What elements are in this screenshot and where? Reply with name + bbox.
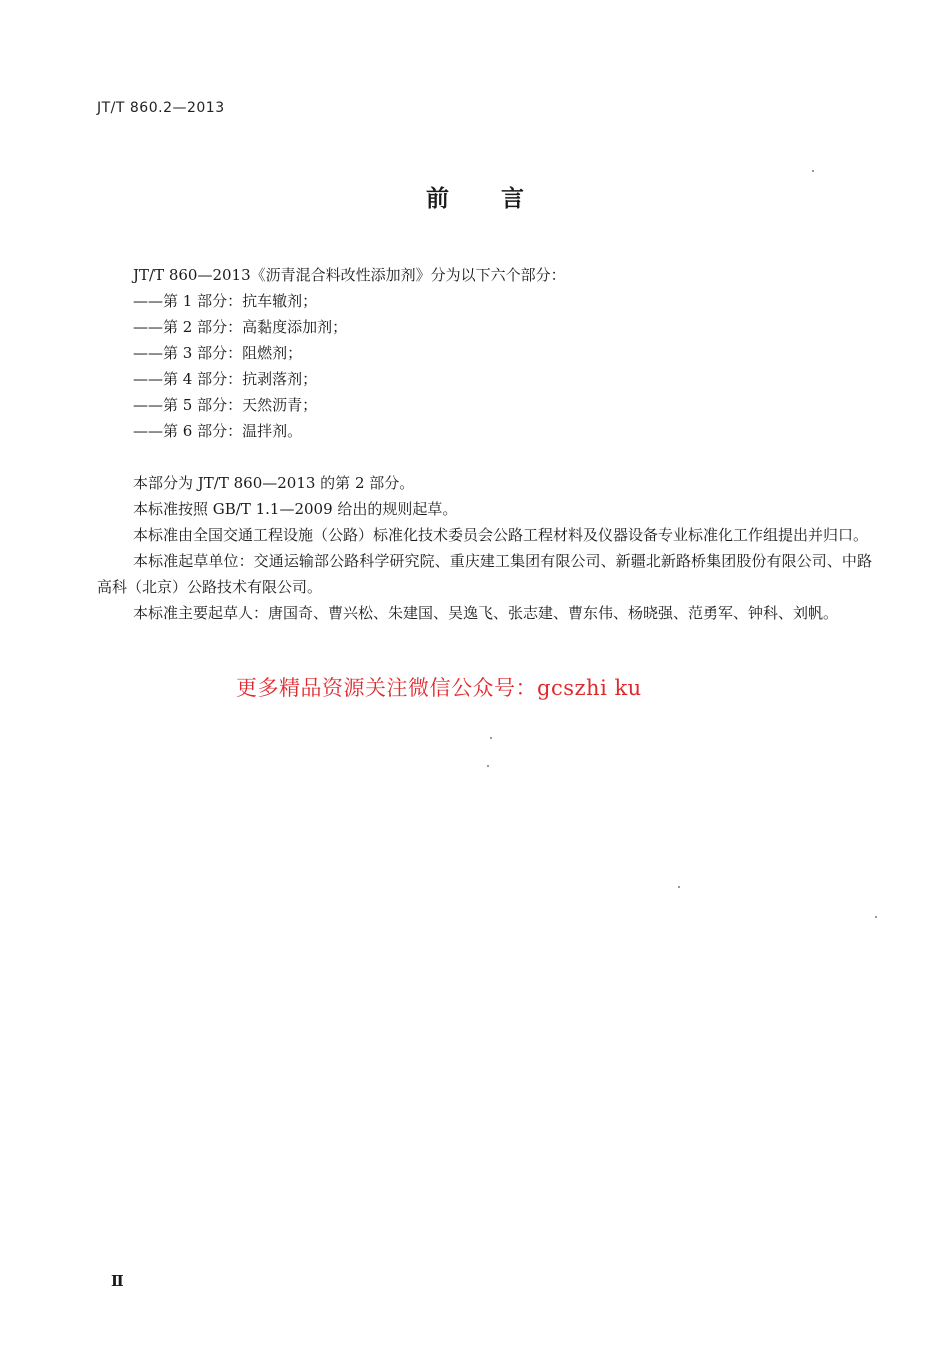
- page-title: 前言: [426, 186, 576, 212]
- scan-speck: [875, 916, 877, 918]
- scan-speck: [812, 170, 814, 172]
- part-item: ——第 4 部分：抗剥落剂；: [133, 370, 318, 388]
- intro-section: [97, 262, 872, 444]
- paragraph-drafting-units: 本标准起草单位：交通运输部公路科学研究院、重庆建工集团有限公司、新疆北新路桥集团股份有限公司、中路高科（北京）公路技术有限公司。: [97, 552, 872, 596]
- paragraph-proposer: 本标准由全国交通工程设施（公路）标准化技术委员会公路工程材料及仪器设备专业标准化工作组提出并归口。: [133, 526, 869, 544]
- paragraph-drafting-rules: 本标准按照 GB/T 1.1—2009 给出的规则起草。: [133, 500, 458, 518]
- scan-speck: [678, 886, 680, 888]
- standard-code: JT/T 860.2—2013: [97, 100, 225, 116]
- body-paragraphs: [97, 470, 872, 626]
- scan-speck: [487, 765, 489, 767]
- part-item: ——第 3 部分：阻燃剂；: [133, 344, 303, 362]
- intro-lead: JT/T 860—2013《沥青混合料改性添加剂》分为以下六个部分：: [133, 266, 566, 284]
- part-item: ——第 1 部分：抗车辙剂；: [133, 292, 318, 310]
- page-number: Ⅱ: [111, 1272, 124, 1290]
- part-item: ——第 5 部分：天然沥青；: [133, 396, 318, 414]
- watermark-text: 更多精品资源关注微信公众号：gcszhi ku: [236, 676, 642, 700]
- paragraph-drafters: 本标准主要起草人：唐国奇、曹兴松、朱建国、吴逸飞、张志建、曹东伟、杨晓强、范勇军、钟科、刘帆。: [133, 604, 839, 622]
- part-item: ——第 2 部分：高黏度添加剂；: [133, 318, 348, 336]
- paragraph-part-statement: 本部分为 JT/T 860—2013 的第 2 部分。: [133, 474, 415, 492]
- scan-speck: [490, 737, 492, 739]
- part-item: ——第 6 部分：温拌剂。: [133, 422, 303, 440]
